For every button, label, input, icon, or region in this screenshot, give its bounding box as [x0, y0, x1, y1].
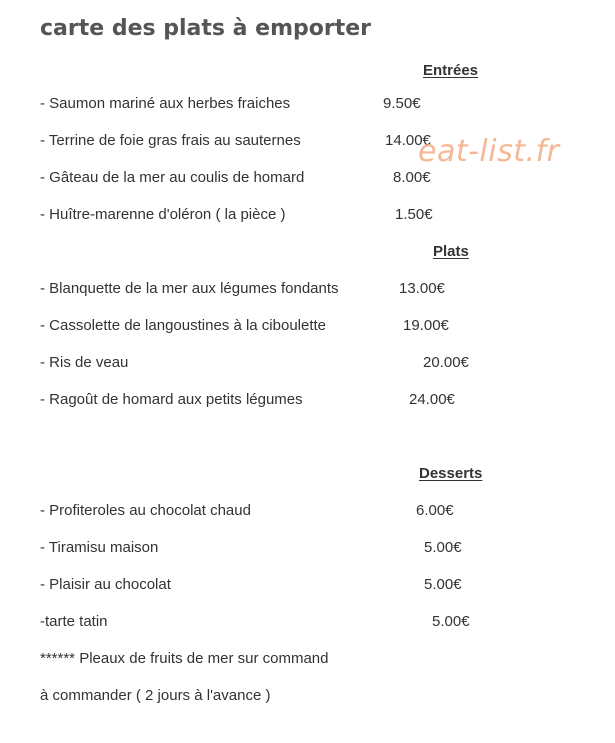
seafood-platter-note: ****** Pleaux de fruits de mer sur command [40, 650, 329, 667]
dish-price: 13.00€ [399, 280, 445, 297]
dish-price: 14.00€ [385, 132, 431, 149]
dish-name: - Profiteroles au chocolat chaud [40, 502, 251, 519]
dish-name: - Saumon mariné aux herbes fraiches [40, 95, 291, 112]
dish-name: - Terrine de foie gras frais au sauternes [40, 132, 301, 149]
section-heading-desserts: Desserts [419, 465, 483, 482]
dish-name: - Gâteau de la mer au coulis de homard [40, 169, 305, 186]
dish-price: 20.00€ [423, 354, 469, 371]
watermark: eat-list.fr [418, 134, 560, 169]
dish-name: -tarte tatin [40, 613, 108, 630]
dish-price: 1.50€ [395, 206, 433, 223]
dish-price: 6.00€ [416, 502, 454, 519]
dish-price: 5.00€ [432, 613, 470, 630]
dish-price: 5.00€ [424, 539, 462, 556]
dish-price: 5.00€ [424, 576, 462, 593]
dish-price: 24.00€ [409, 391, 455, 408]
dish-name: - Ris de veau [40, 354, 129, 371]
order-advance-note: à commander ( 2 jours à l'avance ) [40, 687, 271, 704]
section-heading-entrees: Entrées [423, 62, 479, 79]
dish-price: 8.00€ [393, 169, 431, 186]
section-heading-plats: Plats [433, 243, 469, 260]
dish-name: - Cassolette de langoustines à la ciboulette [40, 317, 327, 334]
dish-name: - Plaisir au chocolat [40, 576, 171, 593]
dish-name: - Huître-marenne d'oléron ( la pièce ) [40, 206, 286, 223]
dish-name: - Blanquette de la mer aux légumes fondants [40, 280, 339, 297]
dish-name: - Ragoût de homard aux petits légumes [40, 391, 303, 408]
dish-price: 19.00€ [403, 317, 449, 334]
page-title: carte des plats à emporter [40, 16, 372, 41]
dish-price: 9.50€ [383, 95, 421, 112]
dish-name: - Tiramisu maison [40, 539, 159, 556]
